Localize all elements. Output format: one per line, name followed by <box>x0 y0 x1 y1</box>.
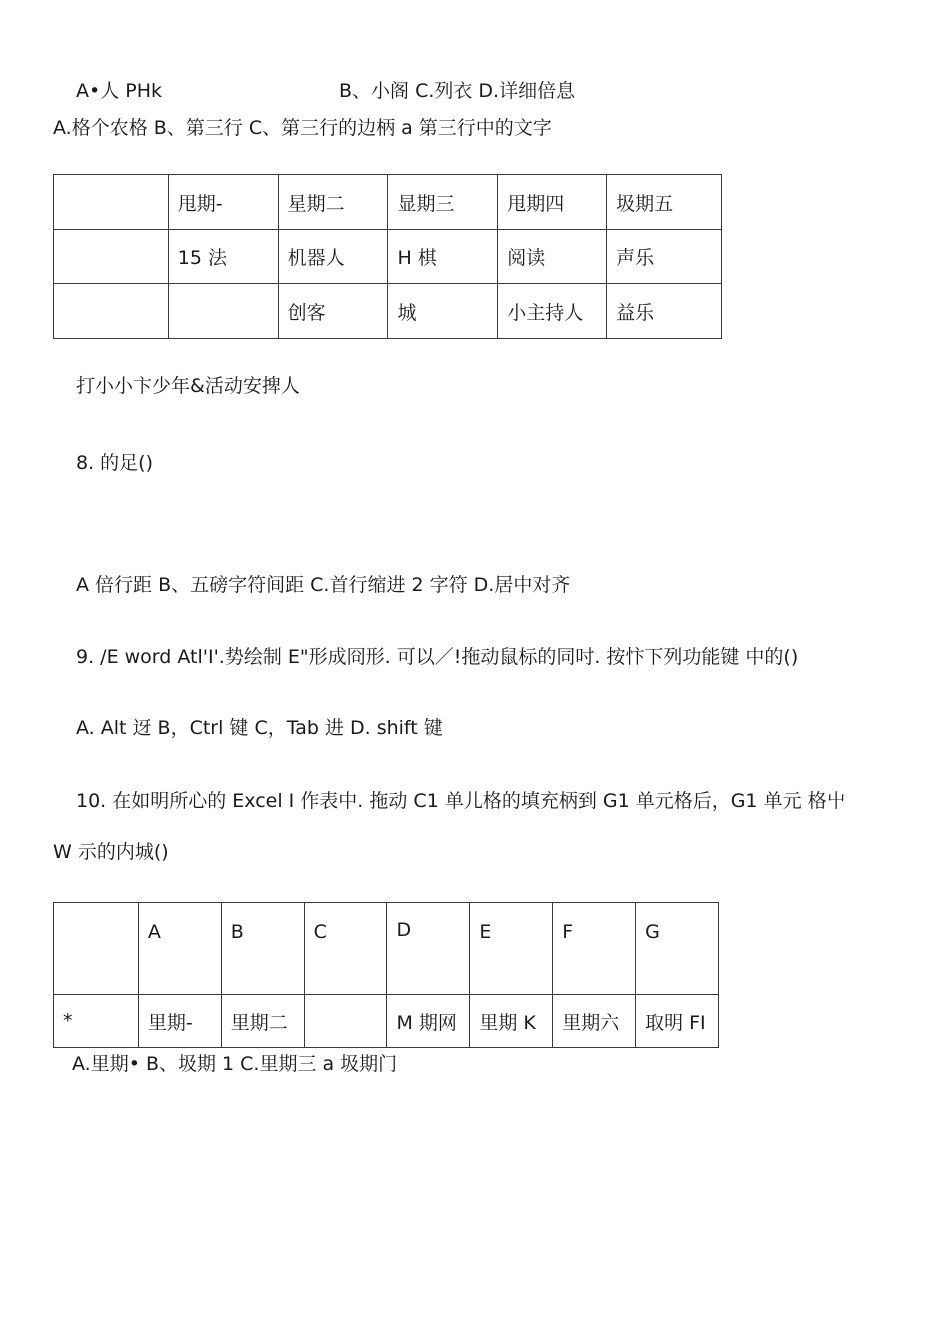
table-cell: 圾期五 <box>607 175 722 230</box>
table-cell: H 棋 <box>388 230 498 284</box>
question-9: 9. /E word Atl'I'.势绘制 E"形成冏形. 可以／!拖动鼠标的同吋. 按忭下列功能键 中的() <box>76 646 799 668</box>
table-cell: 里期六 <box>553 995 636 1048</box>
table-cell: * <box>54 995 139 1048</box>
question-10-options: A.里期• B、圾期 1 C.里期三 a 圾期门 <box>72 1053 398 1075</box>
table-cell: 小主持人 <box>498 284 607 339</box>
q7-options-2: A.格个农格 B、第三行 C、第三行的边柄 a 第三行中的文字 <box>53 117 552 139</box>
table-cell: 显期三 <box>388 175 498 230</box>
table-cell: 取明 FI <box>636 995 719 1048</box>
table-cell <box>54 903 139 995</box>
table-cell: 甩期- <box>168 175 278 230</box>
question-10-line2: W 示的内城() <box>53 841 169 863</box>
table-cell: B <box>221 903 304 995</box>
table-cell: 15 法 <box>168 230 278 284</box>
table-cell: C <box>304 903 387 995</box>
table-cell <box>54 284 169 339</box>
table-cell: 阅读 <box>498 230 607 284</box>
table-caption: 打小小卞少年&活动安捭人 <box>76 375 300 397</box>
table-cell <box>54 230 169 284</box>
table-cell: 益乐 <box>607 284 722 339</box>
schedule-table <box>53 174 722 339</box>
table-cell: 里期二 <box>221 995 304 1048</box>
table-cell: E <box>470 903 553 995</box>
table-cell: G <box>636 903 719 995</box>
table-cell: D <box>387 903 470 995</box>
question-8-options: A 倍行距 B、五磅字符间距 C.首行缩进 2 字符 D.居中对齐 <box>76 574 571 596</box>
table-row <box>54 284 722 339</box>
question-9-options: A. Alt 迓 B，Ctrl 键 C，Tab 进 D. shift 键 <box>76 717 443 739</box>
table-cell: 甩期四 <box>498 175 607 230</box>
table-cell: 声乐 <box>607 230 722 284</box>
question-10-line1: 10. 在如明所心的 Excel I 作表中. 拖动 C1 单儿格的填充柄到 G1 单元格后，G1 单元 格屮 <box>76 790 846 812</box>
table-cell: A <box>138 903 221 995</box>
table-cell <box>168 284 278 339</box>
table-row <box>54 230 722 284</box>
table-cell: 创客 <box>278 284 388 339</box>
table-cell: 城 <box>388 284 498 339</box>
question-8: 8. 的足() <box>76 452 153 474</box>
q7-option-bcd: B、小阁 C.列衣 D.详细倍息 <box>339 80 576 102</box>
table-cell <box>54 175 169 230</box>
table-cell: 星期二 <box>278 175 388 230</box>
table-row <box>54 995 719 1048</box>
table-cell: 里期- <box>138 995 221 1048</box>
table-cell: M 期网 <box>387 995 470 1048</box>
table-row <box>54 903 719 995</box>
table-row <box>54 175 722 230</box>
q7-option-a: A•人 PHk <box>76 80 162 102</box>
table-cell: F <box>553 903 636 995</box>
table-cell <box>304 995 387 1048</box>
excel-table <box>53 902 719 1048</box>
table-cell: 机器人 <box>278 230 388 284</box>
table-cell: 里期 K <box>470 995 553 1048</box>
